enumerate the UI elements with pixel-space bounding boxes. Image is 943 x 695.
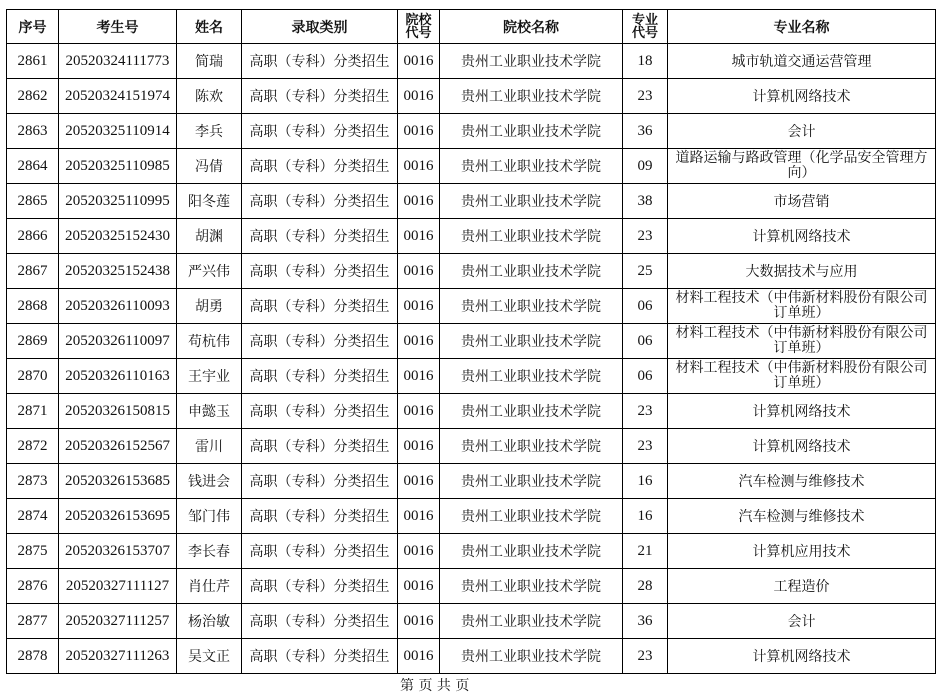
cell-major-code: 06 (623, 359, 668, 394)
cell-major-code: 06 (623, 324, 668, 359)
table-row (7, 289, 936, 324)
cell-category: 高职（专科）分类招生 (242, 604, 398, 639)
cell-major-code: 21 (623, 534, 668, 569)
cell-seq: 2868 (7, 289, 59, 324)
cell-major-name: 计算机网络技术 (668, 219, 936, 254)
cell-category: 高职（专科）分类招生 (242, 219, 398, 254)
cell-exam-no: 20520326110163 (59, 359, 177, 394)
cell-seq: 2870 (7, 359, 59, 394)
cell-name: 简瑞 (177, 44, 242, 79)
cell-major-name: 计算机应用技术 (668, 534, 936, 569)
cell-seq: 2872 (7, 429, 59, 464)
cell-name: 李长春 (177, 534, 242, 569)
cell-seq: 2862 (7, 79, 59, 114)
table-row (7, 114, 936, 149)
cell-school-name: 贵州工业职业技术学院 (440, 604, 623, 639)
cell-school-code: 0016 (398, 639, 440, 674)
cell-school-name: 贵州工业职业技术学院 (440, 44, 623, 79)
header-seq: 序号 (7, 10, 59, 44)
cell-exam-no: 20520327111263 (59, 639, 177, 674)
cell-exam-no: 20520326150815 (59, 394, 177, 429)
cell-category: 高职（专科）分类招生 (242, 149, 398, 184)
cell-seq: 2864 (7, 149, 59, 184)
table-row (7, 639, 936, 674)
header-major-code (623, 10, 668, 44)
cell-seq: 2861 (7, 44, 59, 79)
cell-seq: 2867 (7, 254, 59, 289)
cell-school-code: 0016 (398, 44, 440, 79)
cell-major-code: 23 (623, 394, 668, 429)
cell-category: 高职（专科）分类招生 (242, 359, 398, 394)
cell-seq: 2875 (7, 534, 59, 569)
cell-major-name: 计算机网络技术 (668, 79, 936, 114)
cell-exam-no: 20520326153695 (59, 499, 177, 534)
cell-name: 胡勇 (177, 289, 242, 324)
cell-school-name: 贵州工业职业技术学院 (440, 79, 623, 114)
cell-school-code: 0016 (398, 569, 440, 604)
cell-exam-no: 20520326110097 (59, 324, 177, 359)
cell-major-code: 23 (623, 429, 668, 464)
table-row (7, 569, 936, 604)
cell-category: 高职（专科）分类招生 (242, 254, 398, 289)
cell-major-name: 城市轨道交通运营管理 (668, 44, 936, 79)
cell-major-name: 计算机网络技术 (668, 639, 936, 674)
cell-major-code: 09 (623, 149, 668, 184)
cell-category: 高职（专科）分类招生 (242, 79, 398, 114)
cell-major-name: 材料工程技术（中伟新材料股份有限公司订单班） (668, 324, 936, 359)
table-row (7, 429, 936, 464)
cell-name: 申懿玉 (177, 394, 242, 429)
cell-school-code: 0016 (398, 219, 440, 254)
cell-name: 钱进会 (177, 464, 242, 499)
table-row (7, 359, 936, 394)
cell-category: 高职（专科）分类招生 (242, 534, 398, 569)
cell-major-name: 大数据技术与应用 (668, 254, 936, 289)
cell-category: 高职（专科）分类招生 (242, 114, 398, 149)
cell-major-name: 汽车检测与维修技术 (668, 464, 936, 499)
cell-school-code: 0016 (398, 79, 440, 114)
cell-exam-no: 20520327111127 (59, 569, 177, 604)
cell-seq: 2873 (7, 464, 59, 499)
cell-exam-no: 20520326153685 (59, 464, 177, 499)
cell-exam-no: 20520325110985 (59, 149, 177, 184)
cell-school-code: 0016 (398, 359, 440, 394)
admission-table (6, 9, 936, 674)
cell-name: 李兵 (177, 114, 242, 149)
cell-seq: 2876 (7, 569, 59, 604)
cell-school-code: 0016 (398, 429, 440, 464)
cell-major-code: 23 (623, 219, 668, 254)
cell-name: 杨治敏 (177, 604, 242, 639)
cell-name: 冯倩 (177, 149, 242, 184)
cell-school-code: 0016 (398, 324, 440, 359)
cell-exam-no: 20520324111773 (59, 44, 177, 79)
cell-category: 高职（专科）分类招生 (242, 569, 398, 604)
cell-seq: 2863 (7, 114, 59, 149)
cell-major-name: 工程造价 (668, 569, 936, 604)
table-row (7, 149, 936, 184)
cell-school-code: 0016 (398, 114, 440, 149)
table-row (7, 254, 936, 289)
table-row (7, 394, 936, 429)
cell-school-name: 贵州工业职业技术学院 (440, 569, 623, 604)
cell-school-name: 贵州工业职业技术学院 (440, 114, 623, 149)
cell-name: 严兴伟 (177, 254, 242, 289)
header-name: 姓名 (177, 10, 242, 44)
cell-seq: 2877 (7, 604, 59, 639)
cell-name: 邹门伟 (177, 499, 242, 534)
cell-major-name: 材料工程技术（中伟新材料股份有限公司订单班） (668, 289, 936, 324)
table-row (7, 499, 936, 534)
cell-major-name: 材料工程技术（中伟新材料股份有限公司订单班） (668, 359, 936, 394)
cell-school-name: 贵州工业职业技术学院 (440, 184, 623, 219)
cell-school-code: 0016 (398, 184, 440, 219)
cell-school-code: 0016 (398, 534, 440, 569)
cell-category: 高职（专科）分类招生 (242, 464, 398, 499)
cell-name: 陈欢 (177, 79, 242, 114)
header-school-name: 院校名称 (440, 10, 623, 44)
cell-seq: 2871 (7, 394, 59, 429)
cell-school-code: 0016 (398, 394, 440, 429)
cell-school-name: 贵州工业职业技术学院 (440, 289, 623, 324)
header-major-code-line2: 代号 (631, 25, 658, 41)
cell-major-code: 25 (623, 254, 668, 289)
table-row (7, 184, 936, 219)
header-school-code (398, 10, 440, 44)
cell-major-code: 38 (623, 184, 668, 219)
cell-category: 高职（专科）分类招生 (242, 394, 398, 429)
table-row (7, 219, 936, 254)
cell-name: 王宇业 (177, 359, 242, 394)
cell-school-name: 贵州工业职业技术学院 (440, 639, 623, 674)
cell-category: 高职（专科）分类招生 (242, 324, 398, 359)
cell-seq: 2865 (7, 184, 59, 219)
cell-exam-no: 20520325152430 (59, 219, 177, 254)
page-footer: 第 页 共 页 (400, 678, 470, 694)
cell-school-name: 贵州工业职业技术学院 (440, 534, 623, 569)
cell-exam-no: 20520324151974 (59, 79, 177, 114)
cell-name: 肖仕芹 (177, 569, 242, 604)
cell-category: 高职（专科）分类招生 (242, 289, 398, 324)
table-row (7, 79, 936, 114)
header-school-code-line1: 院校 (405, 12, 432, 28)
header-school-code-line2: 代号 (405, 25, 432, 41)
cell-major-code: 23 (623, 639, 668, 674)
cell-major-code: 23 (623, 79, 668, 114)
cell-major-code: 28 (623, 569, 668, 604)
cell-major-code: 36 (623, 604, 668, 639)
cell-school-name: 贵州工业职业技术学院 (440, 254, 623, 289)
header-exam-no: 考生号 (59, 10, 177, 44)
cell-major-code: 36 (623, 114, 668, 149)
cell-name: 胡渊 (177, 219, 242, 254)
cell-major-code: 16 (623, 464, 668, 499)
cell-school-name: 贵州工业职业技术学院 (440, 219, 623, 254)
cell-exam-no: 20520325152438 (59, 254, 177, 289)
cell-name: 阳冬莲 (177, 184, 242, 219)
cell-school-name: 贵州工业职业技术学院 (440, 499, 623, 534)
cell-exam-no: 20520326153707 (59, 534, 177, 569)
header-category: 录取类别 (242, 10, 398, 44)
cell-major-code: 06 (623, 289, 668, 324)
cell-seq: 2878 (7, 639, 59, 674)
table-row (7, 44, 936, 79)
cell-exam-no: 20520325110995 (59, 184, 177, 219)
cell-exam-no: 20520325110914 (59, 114, 177, 149)
cell-exam-no: 20520326110093 (59, 289, 177, 324)
cell-major-name: 市场营销 (668, 184, 936, 219)
cell-major-code: 16 (623, 499, 668, 534)
cell-major-name: 道路运输与路政管理（化学品安全管理方向） (668, 149, 936, 184)
cell-school-name: 贵州工业职业技术学院 (440, 464, 623, 499)
cell-major-name: 汽车检测与维修技术 (668, 499, 936, 534)
cell-school-code: 0016 (398, 604, 440, 639)
cell-school-code: 0016 (398, 149, 440, 184)
header-major-name: 专业名称 (668, 10, 936, 44)
cell-name: 苟杭伟 (177, 324, 242, 359)
cell-school-code: 0016 (398, 254, 440, 289)
cell-category: 高职（专科）分类招生 (242, 44, 398, 79)
cell-school-name: 贵州工业职业技术学院 (440, 359, 623, 394)
cell-school-name: 贵州工业职业技术学院 (440, 394, 623, 429)
cell-exam-no: 20520326152567 (59, 429, 177, 464)
cell-major-name: 会计 (668, 604, 936, 639)
cell-major-name: 计算机网络技术 (668, 429, 936, 464)
table-row (7, 324, 936, 359)
admission-list-document (6, 9, 936, 674)
cell-major-code: 18 (623, 44, 668, 79)
cell-exam-no: 20520327111257 (59, 604, 177, 639)
cell-seq: 2869 (7, 324, 59, 359)
cell-major-name: 计算机网络技术 (668, 394, 936, 429)
cell-major-name: 会计 (668, 114, 936, 149)
table-body (7, 44, 936, 674)
cell-name: 雷川 (177, 429, 242, 464)
cell-school-code: 0016 (398, 499, 440, 534)
header-major-code-line1: 专业 (631, 12, 658, 28)
cell-category: 高职（专科）分类招生 (242, 639, 398, 674)
table-row (7, 604, 936, 639)
cell-school-name: 贵州工业职业技术学院 (440, 149, 623, 184)
cell-school-code: 0016 (398, 289, 440, 324)
cell-seq: 2874 (7, 499, 59, 534)
table-row (7, 534, 936, 569)
cell-school-name: 贵州工业职业技术学院 (440, 324, 623, 359)
cell-school-code: 0016 (398, 464, 440, 499)
cell-category: 高职（专科）分类招生 (242, 184, 398, 219)
cell-school-name: 贵州工业职业技术学院 (440, 429, 623, 464)
cell-name: 吴文正 (177, 639, 242, 674)
table-row (7, 464, 936, 499)
cell-category: 高职（专科）分类招生 (242, 499, 398, 534)
header-row (7, 10, 936, 44)
cell-category: 高职（专科）分类招生 (242, 429, 398, 464)
cell-seq: 2866 (7, 219, 59, 254)
